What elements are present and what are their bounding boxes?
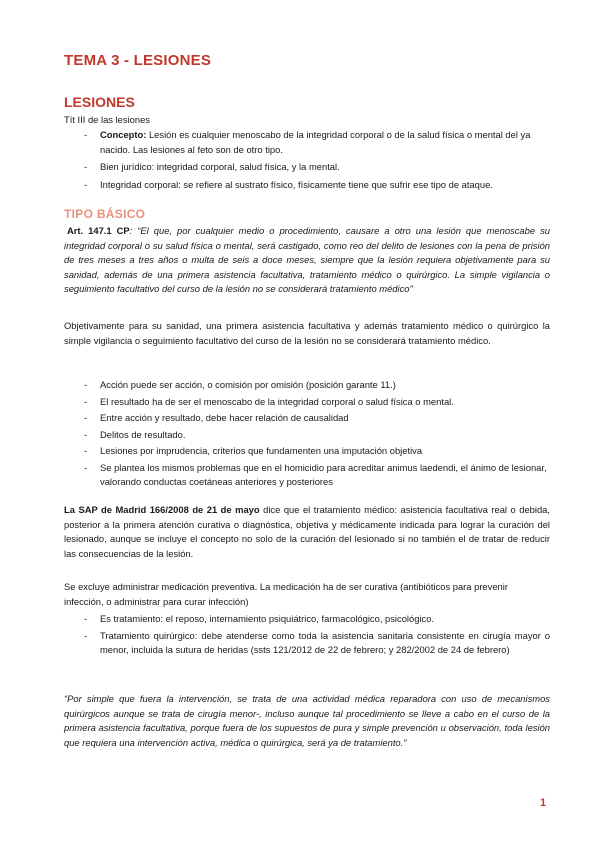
list-item-text: Delitos de resultado. [100,428,186,440]
section-heading-lesiones: LESIONES [64,94,135,110]
list-item [64,444,550,459]
list-item-text: Entre acción y resultado, debe hacer relación de causalidad [100,412,349,423]
sap-label: La SAP de Madrid 166/2008 de 21 de mayo [64,504,260,515]
article-text: : “El que, por cualquier medio o procedimiento, causare a otro una lesión que menoscabe su integridad corporal o su salud física o mental, será castigado, como reo del delito de lesiones con la pena de prisión de tres meses a tres años o multa de seis a doce meses, siempre que la lesión requiera objetivamente para su sanidad, además de una primera asistencia facultativa, tratamiento médico o quirúrgico. La simple vigilancia o seguimiento facultativo del curso de la lesión no se considerará tratamiento médico” [64,225,550,294]
page-number: 1 [540,797,547,809]
list-item [64,629,550,658]
list-item [64,395,550,410]
list-item [64,378,550,393]
list-item-text: Tratamiento quirúrgico: debe atenderse como toda la asistencia sanitaria consistente en cirugía mayor o menor, incluida la sutura de heridas (ssts 121/2012 de 22 de febrero; y 282/2002 de 24 de febrero) [100,629,550,655]
paragraph-objetivamente: Objetivamente para su sanidad, una primera asistencia facultativa y además tratamiento médico o quirúrgico la simple vigilancia o seguimiento facultativo del curso de la lesión no se considerará tratamiento médico. [64,320,550,346]
list-item [64,411,550,426]
concept-label: Concepto: [100,129,147,140]
exclude-paragraph: Se excluye administrar medicación preventiva. La medicación ha de ser curativa (antibióticos para prevenir infección, o administrar para curar infección) [64,581,508,607]
list-item-text: Lesiones por imprudencia, criterios que fundamenten una imputación objetiva [100,445,423,456]
list-item [64,428,550,443]
list-item [64,128,550,157]
quote-paragraph: “Por simple que fuera la intervención, se trata de una actividad médica reparadora con uso de mecanismos quirúrgicos aunque se trata de cirugía menor-, incluso aunque tal procedimiento se lleve a cabo en el curso de la primera asistencia facultativa, porque fuera de los supuestos de pura y simple prevención u observación, toda lesión que requiera una intervención activa, médica o quirúrgica, será ya de tratamiento.” [64,693,550,748]
list-item-text: El resultado ha de ser el menoscabo de la integridad corporal o salud física o mental. [100,395,454,407]
list-item-text: Se plantea los mismos problemas que en el homicidio para acreditar animus laedendi, el ánimo de lesionar, valorando conductas coetáneas anteriores y posteriores [100,461,547,487]
list-item-text: Bien jurídico: integridad corporal, salud física, y la mental. [100,161,340,172]
list-item [64,612,550,627]
section-heading-tipo-basico: TIPO BÁSICO [64,207,146,221]
concept-list [64,128,550,192]
list-item [64,178,550,193]
list-item [64,160,550,175]
list-item-text: Acción puede ser acción, o comisión por omisión (posición garante 11.) [100,379,396,390]
article-paragraph [64,224,550,297]
section-intro: Tít III de las lesiones [64,114,150,125]
list-item-text: Es tratamiento: el reposo, internamiento psiquiátrico, farmacológico, psicológico. [100,613,435,624]
list-item-text: Integridad corporal: se refiere al sustrato físico, físicamente tiene que sufrir ese tipo de ataque. [100,178,493,190]
list-item [64,461,550,490]
concept-text: Lesión es cualquier menoscabo de la integridad corporal o de la salud física o mental del ya nacido. Las lesiones al feto son de otro tipo. [100,129,531,155]
document-title: TEMA 3 - LESIONES [64,52,212,69]
sap-text: dice que el tratamiento médico: asistencia facultativa real o debida, posterior a la primera atención curativa o diagnóstica, objetiva y médicamente indicada para lograr la curación del lesionado, aunque se incluye el concepto no solo de la curación del lesionado si no también el de tratar de reducir las consecuencias de la lesión. [64,504,550,559]
accion-list [64,378,550,490]
tratamiento-list [64,612,550,658]
sap-paragraph [64,503,550,561]
article-label: Art. 147.1 CP [67,225,130,236]
